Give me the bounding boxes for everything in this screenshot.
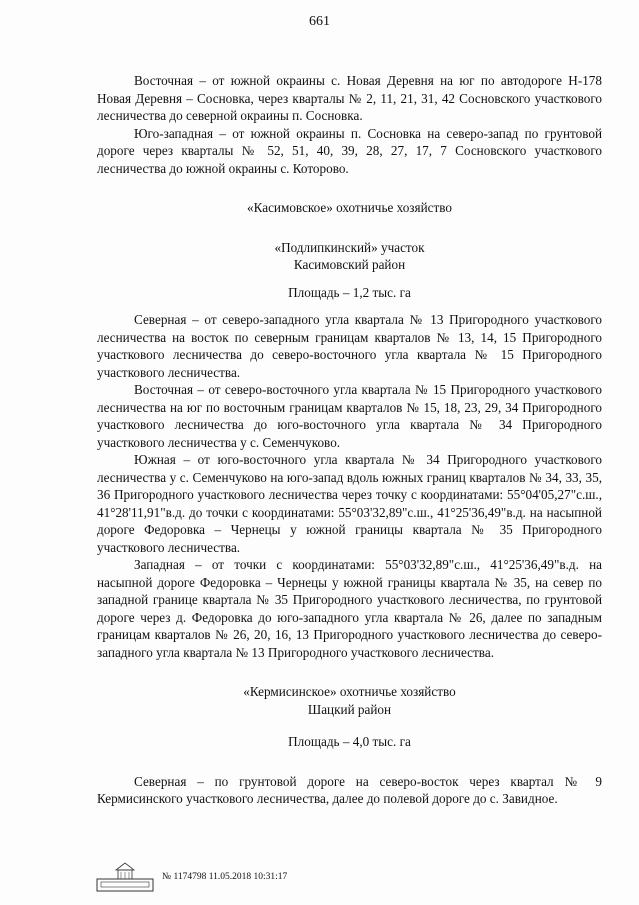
heading-area-1: Площадь – 1,2 тыс. га xyxy=(288,284,411,300)
paragraph-southwest-boundary: Юго-западная – от южной окраины п. Сосновка на северо-запад по грунтовой дороге через кварталы № 52, 51, 40, 39, 28, 27, 17, 7 Сосновского участкового лесничества до южной окраины с. Которово. xyxy=(97,125,602,176)
heading-kermisinskoe-farm: «Кермисинское» охотничье хозяйство xyxy=(243,684,456,699)
heading-kasimovsky-district: Касимовский район xyxy=(293,257,406,272)
document-body xyxy=(97,72,602,808)
paragraph-east-boundary-1: Восточная – от южной окраины с. Новая Деревня на юг по автодороге Н-178 Новая Деревня – Сосновка, через кварталы № 2, 11, 21, 31, 42 Сосновского участкового лесничества до северной окраины п. Сосновка. xyxy=(97,73,602,123)
government-emblem-icon xyxy=(96,862,154,892)
page-number: 661 xyxy=(309,14,330,29)
document-stamp: № 1174798 11.05.2018 10:31:17 xyxy=(162,872,288,882)
paragraph-west-boundary: Западная – от точки с координатами: 55°03'32,89"с.ш., 41°25'36,49"в.д. на насыпной дороге Федоровка – Чернецы у южной границы квартала № 35, на север по западной границе квартала № 35 Пригородного участкового лесничества, по грунтовой дороге через д. Федоровка до юго-западного угла квартала № 26, далее по западным границам кварталов № 26, 20, 16, 13 Пригородного участкового лесничества до северо-западного угла квартала № 13 Пригородного участкового лесничества. xyxy=(97,557,602,660)
paragraph-south-boundary: Южная – от юго-восточного угла квартала № 34 Пригородного участкового лесничества у с. Семенчуково на юго-запад вдоль южных границ кварталов № 34, 33, 35, 36 Пригородного участкового лесничества через точку с координатами: 55°04'05,27"с.ш., 41°28'11,91"в.д. до точки с координатами: 55°03'32,89"с.ш., 41°25'36,49"в.д. на насыпной дороге Федоровка – Чернецы у южной границы квартала № 35 Пригородного участкового лесничества. xyxy=(97,452,602,555)
document-footer xyxy=(96,862,287,892)
heading-shatsky-district: Шацкий район xyxy=(307,701,392,717)
heading-area-2: Площадь – 4,0 тыс. га xyxy=(288,734,411,749)
paragraph-north-boundary-2: Северная – по грунтовой дороге на северо-восток через квартал № 9 Кермисинского участкового лесничества, далее до полевой дороге до с. Завидное. xyxy=(97,773,602,806)
heading-kasimovskoe-farm: «Касимовское» охотничье хозяйство xyxy=(247,200,452,215)
paragraph-east-boundary-2: Восточная – от северо-восточного угла квартала № 15 Пригородного участкового лесничества на юг по восточным границам кварталов № 15, 18, 23, 29, 34 Пригородного участкового лесничества до юго-восточного угла квартала № 34 Пригородного участкового лесничества у с. Семенчуково. xyxy=(97,382,602,450)
heading-podlipkinsky-section: «Подлипкинский» участок xyxy=(274,239,425,255)
paragraph-north-boundary: Северная – от северо-западного угла квартала № 13 Пригородного участкового лесничества на восток по северным границам кварталов № 13, 14, 15 Пригородного участкового лесничества до северо-восточного угла квартала № 15 Пригородного участкового лесничества. xyxy=(97,312,602,380)
